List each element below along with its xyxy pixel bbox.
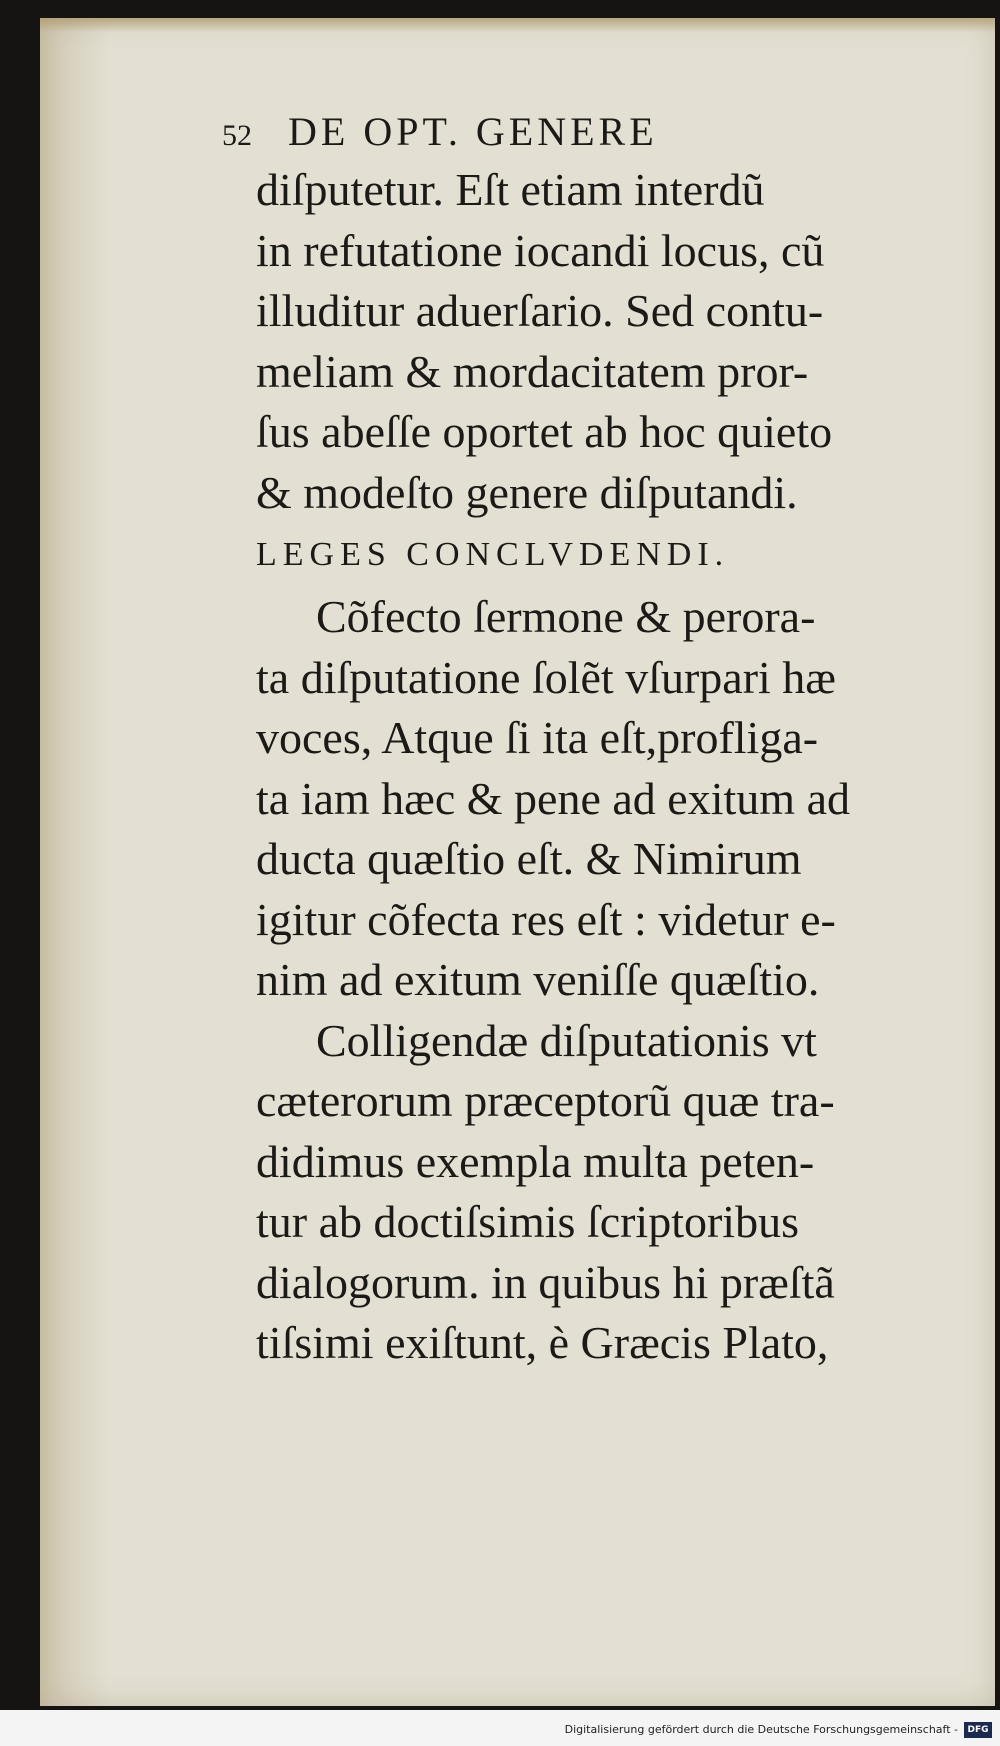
running-title: DE OPT. GENERE <box>288 109 658 154</box>
running-head <box>222 108 782 155</box>
page-number: 52 <box>222 119 252 152</box>
text-line: ducta quæſtio eſt. & Nimirum <box>256 833 802 884</box>
footer-bar <box>0 1710 1000 1746</box>
text-line: nim ad exitum veniſſe quæſtio. <box>256 954 820 1005</box>
text-line: didimus exempla multa peten- <box>256 1135 815 1187</box>
text-line: ta diſputatione ſolẽt vſurpari hæ <box>256 651 836 703</box>
text-line: tur ab doctiſsimis ſcriptoribus <box>256 1196 799 1247</box>
text-line: Cõfecto ſermone & perora- <box>316 591 816 642</box>
text-line: cæterorum præceptorũ quæ tra- <box>256 1075 835 1126</box>
text-line: diſputetur. Eſt etiam interdũ <box>256 164 765 215</box>
footer-credit: Digitalisierung gefördert durch die Deutsche Forschungsgemeinschaft - <box>564 1723 958 1736</box>
text-line: igitur cõfecta res eſt : videtur e- <box>256 893 836 945</box>
text-line: voces, Atque ſi ita eſt,profliga- <box>256 712 819 763</box>
text-line: in refutatione iocandi locus, cũ <box>256 224 825 276</box>
text-line: ſus abeſſe oportet ab hoc quieto <box>256 406 833 457</box>
text-line: Colligendæ diſputationis vt <box>316 1014 817 1066</box>
dfg-logo-icon: DFG <box>964 1722 992 1738</box>
page-stain <box>40 18 110 1706</box>
section-heading: LEGES CONCLVDENDI. <box>256 536 730 573</box>
text-block <box>256 160 921 1374</box>
text-line: dialogorum. in quibus hi præſtã <box>256 1256 835 1308</box>
text-line: ta iam hæc & pene ad exitum ad <box>256 772 850 824</box>
text-line: meliam & mordacitatem pror- <box>256 345 809 397</box>
text-line: & modeſto genere diſputandi. <box>256 466 798 518</box>
text-line: illuditur aduerſario. Sed contu- <box>256 285 824 336</box>
text-line: tiſsimi exiſtunt, è Græcis Plato, <box>256 1317 829 1368</box>
